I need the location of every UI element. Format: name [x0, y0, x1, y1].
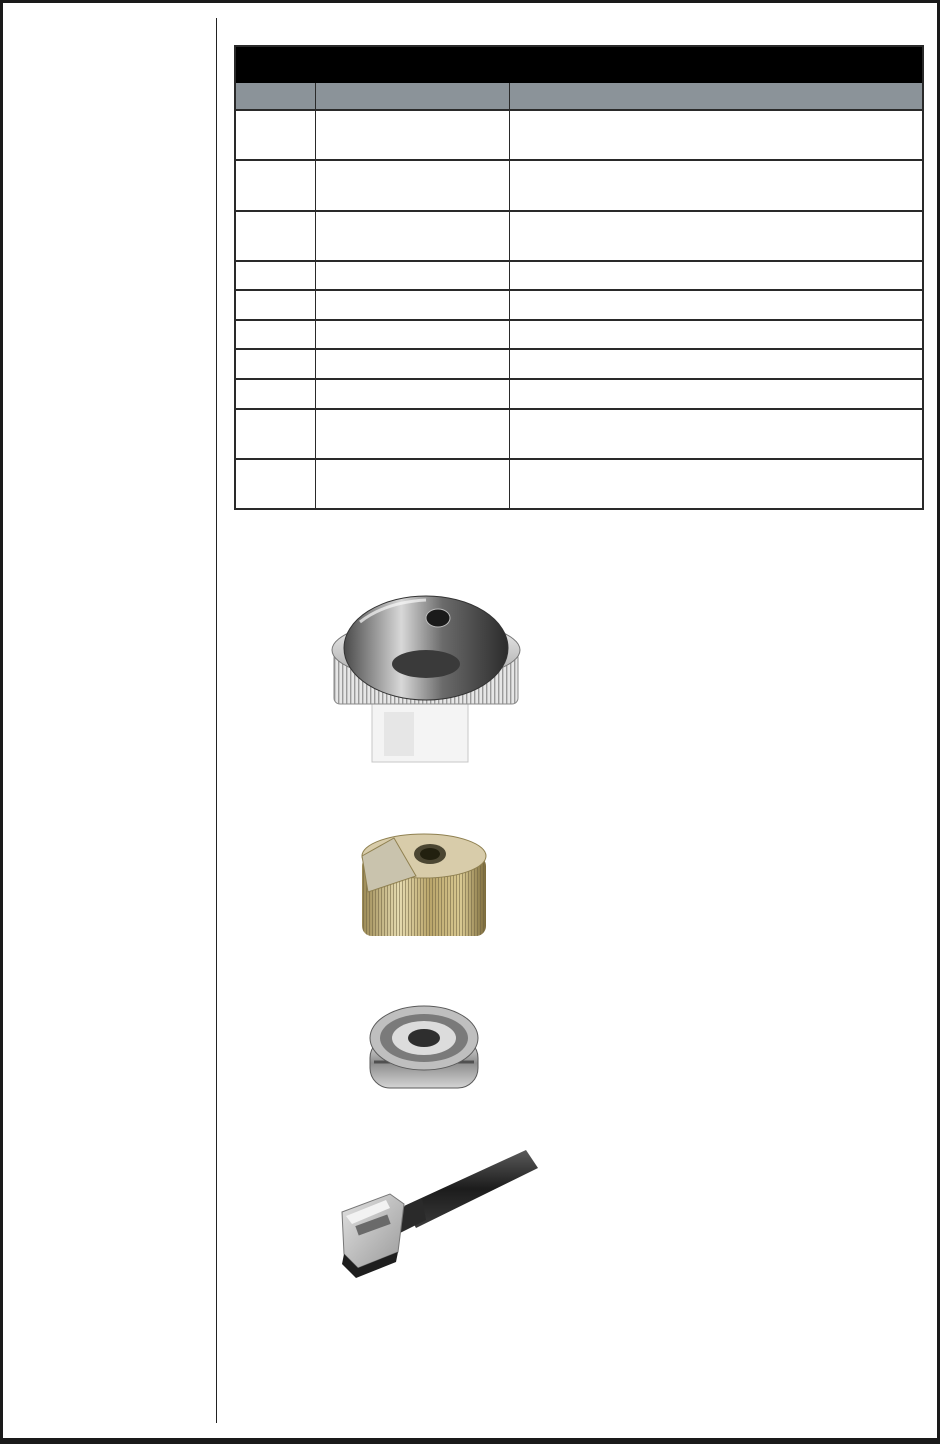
table-row — [235, 320, 923, 350]
clamp-jaw-with-rod-icon — [286, 1136, 556, 1322]
table-cell — [509, 211, 923, 261]
table-row — [235, 290, 923, 320]
table-row — [235, 160, 923, 210]
parts-table — [234, 45, 924, 510]
table-cell — [509, 290, 923, 320]
margin-divider — [216, 18, 217, 1423]
table-cell — [235, 320, 315, 350]
table-cell — [509, 349, 923, 379]
ball-bearing-icon — [356, 998, 492, 1106]
table-cell — [235, 459, 315, 509]
column-header-2 — [315, 83, 509, 111]
table-cell — [235, 379, 315, 409]
table-cell — [235, 349, 315, 379]
knurled-cone-cap-icon — [326, 582, 526, 772]
table-cell — [315, 409, 509, 459]
knurled-slotted-nut-icon — [354, 826, 494, 946]
table-cell — [315, 290, 509, 320]
table-cell — [509, 160, 923, 210]
table-cell — [315, 261, 509, 291]
column-header-1 — [235, 83, 315, 111]
table-cell — [235, 290, 315, 320]
table-cell — [509, 110, 923, 160]
table-cell — [235, 110, 315, 160]
table-cell — [315, 160, 509, 210]
table-title — [235, 46, 923, 83]
table-cell — [509, 409, 923, 459]
table-row — [235, 349, 923, 379]
table-cell — [509, 379, 923, 409]
table-cell — [315, 320, 509, 350]
table-cell — [509, 261, 923, 291]
table-cell — [315, 110, 509, 160]
table-cell — [509, 320, 923, 350]
table-cell — [315, 349, 509, 379]
table-cell — [315, 459, 509, 509]
table-row — [235, 261, 923, 291]
table-cell — [235, 211, 315, 261]
table-row — [235, 459, 923, 509]
table-row — [235, 211, 923, 261]
column-header-3 — [509, 83, 923, 111]
table-cell — [509, 459, 923, 509]
table-cell — [315, 211, 509, 261]
table-cell — [235, 160, 315, 210]
table-cell — [235, 261, 315, 291]
table-row — [235, 379, 923, 409]
table-cell — [235, 409, 315, 459]
table-cell — [315, 379, 509, 409]
table-row — [235, 409, 923, 459]
table-row — [235, 110, 923, 160]
